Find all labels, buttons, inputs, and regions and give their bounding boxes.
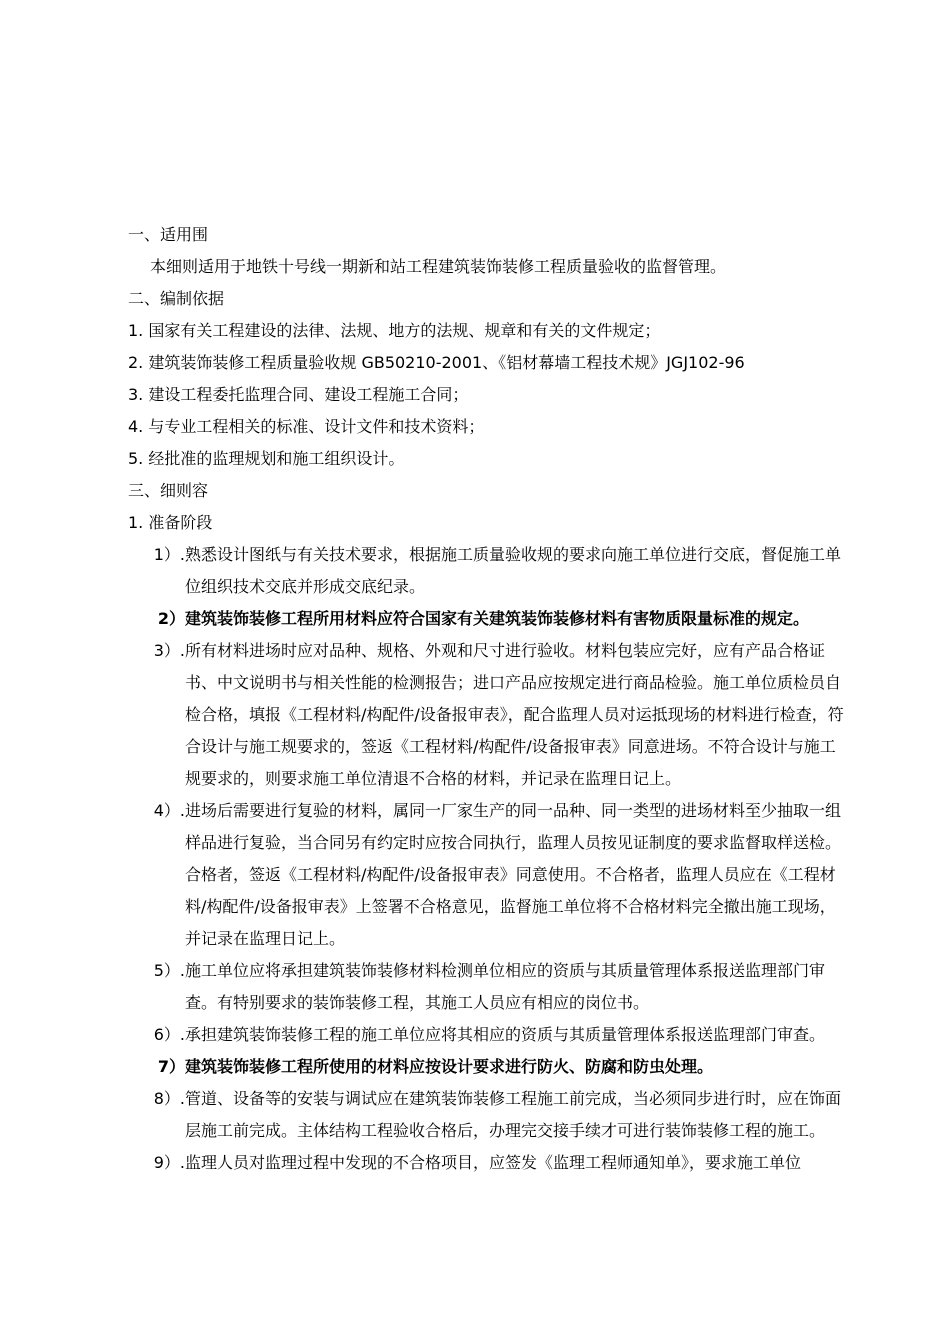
document-body: [128, 219, 850, 1179]
list-item-number: 9）.: [153, 1153, 185, 1172]
list-item-text: 建筑装饰装修工程所使用的材料应按设计要求进行防火、防腐和防虫处理。: [185, 1057, 714, 1076]
list-item-text: 监理人员对监理过程中发现的不合格项目，应签发《监理工程师通知单》，要求施工单位: [185, 1153, 802, 1172]
list-item: [128, 955, 850, 1019]
section-heading-content: 三、细则容: [128, 481, 209, 500]
list-item: [128, 795, 850, 955]
basis-item: 4. 与专业工程相关的标准、设计文件和技术资料；: [128, 417, 485, 436]
list-item-number: 8）.: [153, 1089, 185, 1108]
list-item-number: 5）.: [153, 961, 185, 980]
list-item: [128, 1051, 850, 1083]
list-item-text: 建筑装饰装修工程所用材料应符合国家有关建筑装饰装修材料有害物质限量标准的规定。: [185, 609, 810, 628]
scope-paragraph: 本细则适用于地铁十号线一期新和站工程建筑装饰装修工程质量验收的监督管理。: [150, 257, 727, 276]
basis-item: 1. 国家有关工程建设的法律、法规、地方的法规、规章和有关的文件规定；: [128, 321, 661, 340]
list-item-text: 所有材料进场时应对品种、规格、外观和尺寸进行验收。材料包装应完好，应有产品合格证书、中文说明书与相关性能的检测报告；进口产品应按规定进行商品检验。施工单位质检员自检合格，填报《工程材料/构配件/设备报审表》，配合监理人员对运抵现场的材料进行检查，符合设计与施工规要求的，签返《工程材料/构配件/设备报审表》同意进场。不符合设计与施工规要求的，则要求施工单位清退不合格的材料，并记录在监理日记上。: [185, 641, 844, 788]
list-item-text: 承担建筑装饰装修工程的施工单位应将其相应的资质与其质量管理体系报送监理部门审查。: [185, 1025, 826, 1044]
basis-item: 3. 建设工程委托监理合同、建设工程施工合同；: [128, 385, 469, 404]
list-item-number: 7）: [157, 1057, 185, 1076]
list-item-number: 2）: [157, 609, 185, 628]
basis-item: 2. 建筑装饰装修工程质量验收规 GB50210-2001、《铝材幕墙工程技术规》JGJ102-96: [128, 353, 745, 372]
list-item: [128, 1083, 850, 1147]
section-heading-scope: 一、适用围: [128, 225, 209, 244]
list-item-text: 熟悉设计图纸与有关技术要求，根据施工质量验收规的要求向施工单位进行交底，督促施工单位组织技术交底并形成交底纪录。: [185, 545, 842, 596]
list-item-number: 4）.: [153, 801, 185, 820]
list-item: [128, 1147, 850, 1179]
list-item: [128, 539, 850, 603]
list-item-text: 施工单位应将承担建筑装饰装修材料检测单位相应的资质与其质量管理体系报送监理部门审查。有特别要求的装饰装修工程，其施工人员应有相应的岗位书。: [185, 961, 826, 1012]
section-heading-basis: 二、编制依据: [128, 289, 225, 308]
list-item-number: 6）.: [153, 1025, 185, 1044]
list-item: [128, 603, 850, 635]
list-item: [128, 635, 850, 795]
list-item: [128, 1019, 850, 1051]
subsection-preparation: 1. 准备阶段: [128, 513, 213, 532]
list-item-text: 进场后需要进行复验的材料，属同一厂家生产的同一品种、同一类型的进场材料至少抽取一组样品进行复验，当合同另有约定时应按合同执行，监理人员按见证制度的要求监督取样送检。合格者，签返《工程材料/构配件/设备报审表》同意使用。不合格者，监理人员应在《工程材料/构配件/设备报审表》上签署不合格意见，监督施工单位将不合格材料完全撤出施工现场，并记录在监理日记上。: [185, 801, 842, 948]
list-item-number: 1）.: [153, 545, 185, 564]
basis-item: 5. 经批准的监理规划和施工组织设计。: [128, 449, 405, 468]
list-item-text: 管道、设备等的安装与调试应在建筑装饰装修工程施工前完成，当必须同步进行时，应在饰面层施工前完成。主体结构工程验收合格后，办理完交接手续才可进行装饰装修工程的施工。: [185, 1089, 842, 1140]
list-item-number: 3）.: [153, 641, 185, 660]
